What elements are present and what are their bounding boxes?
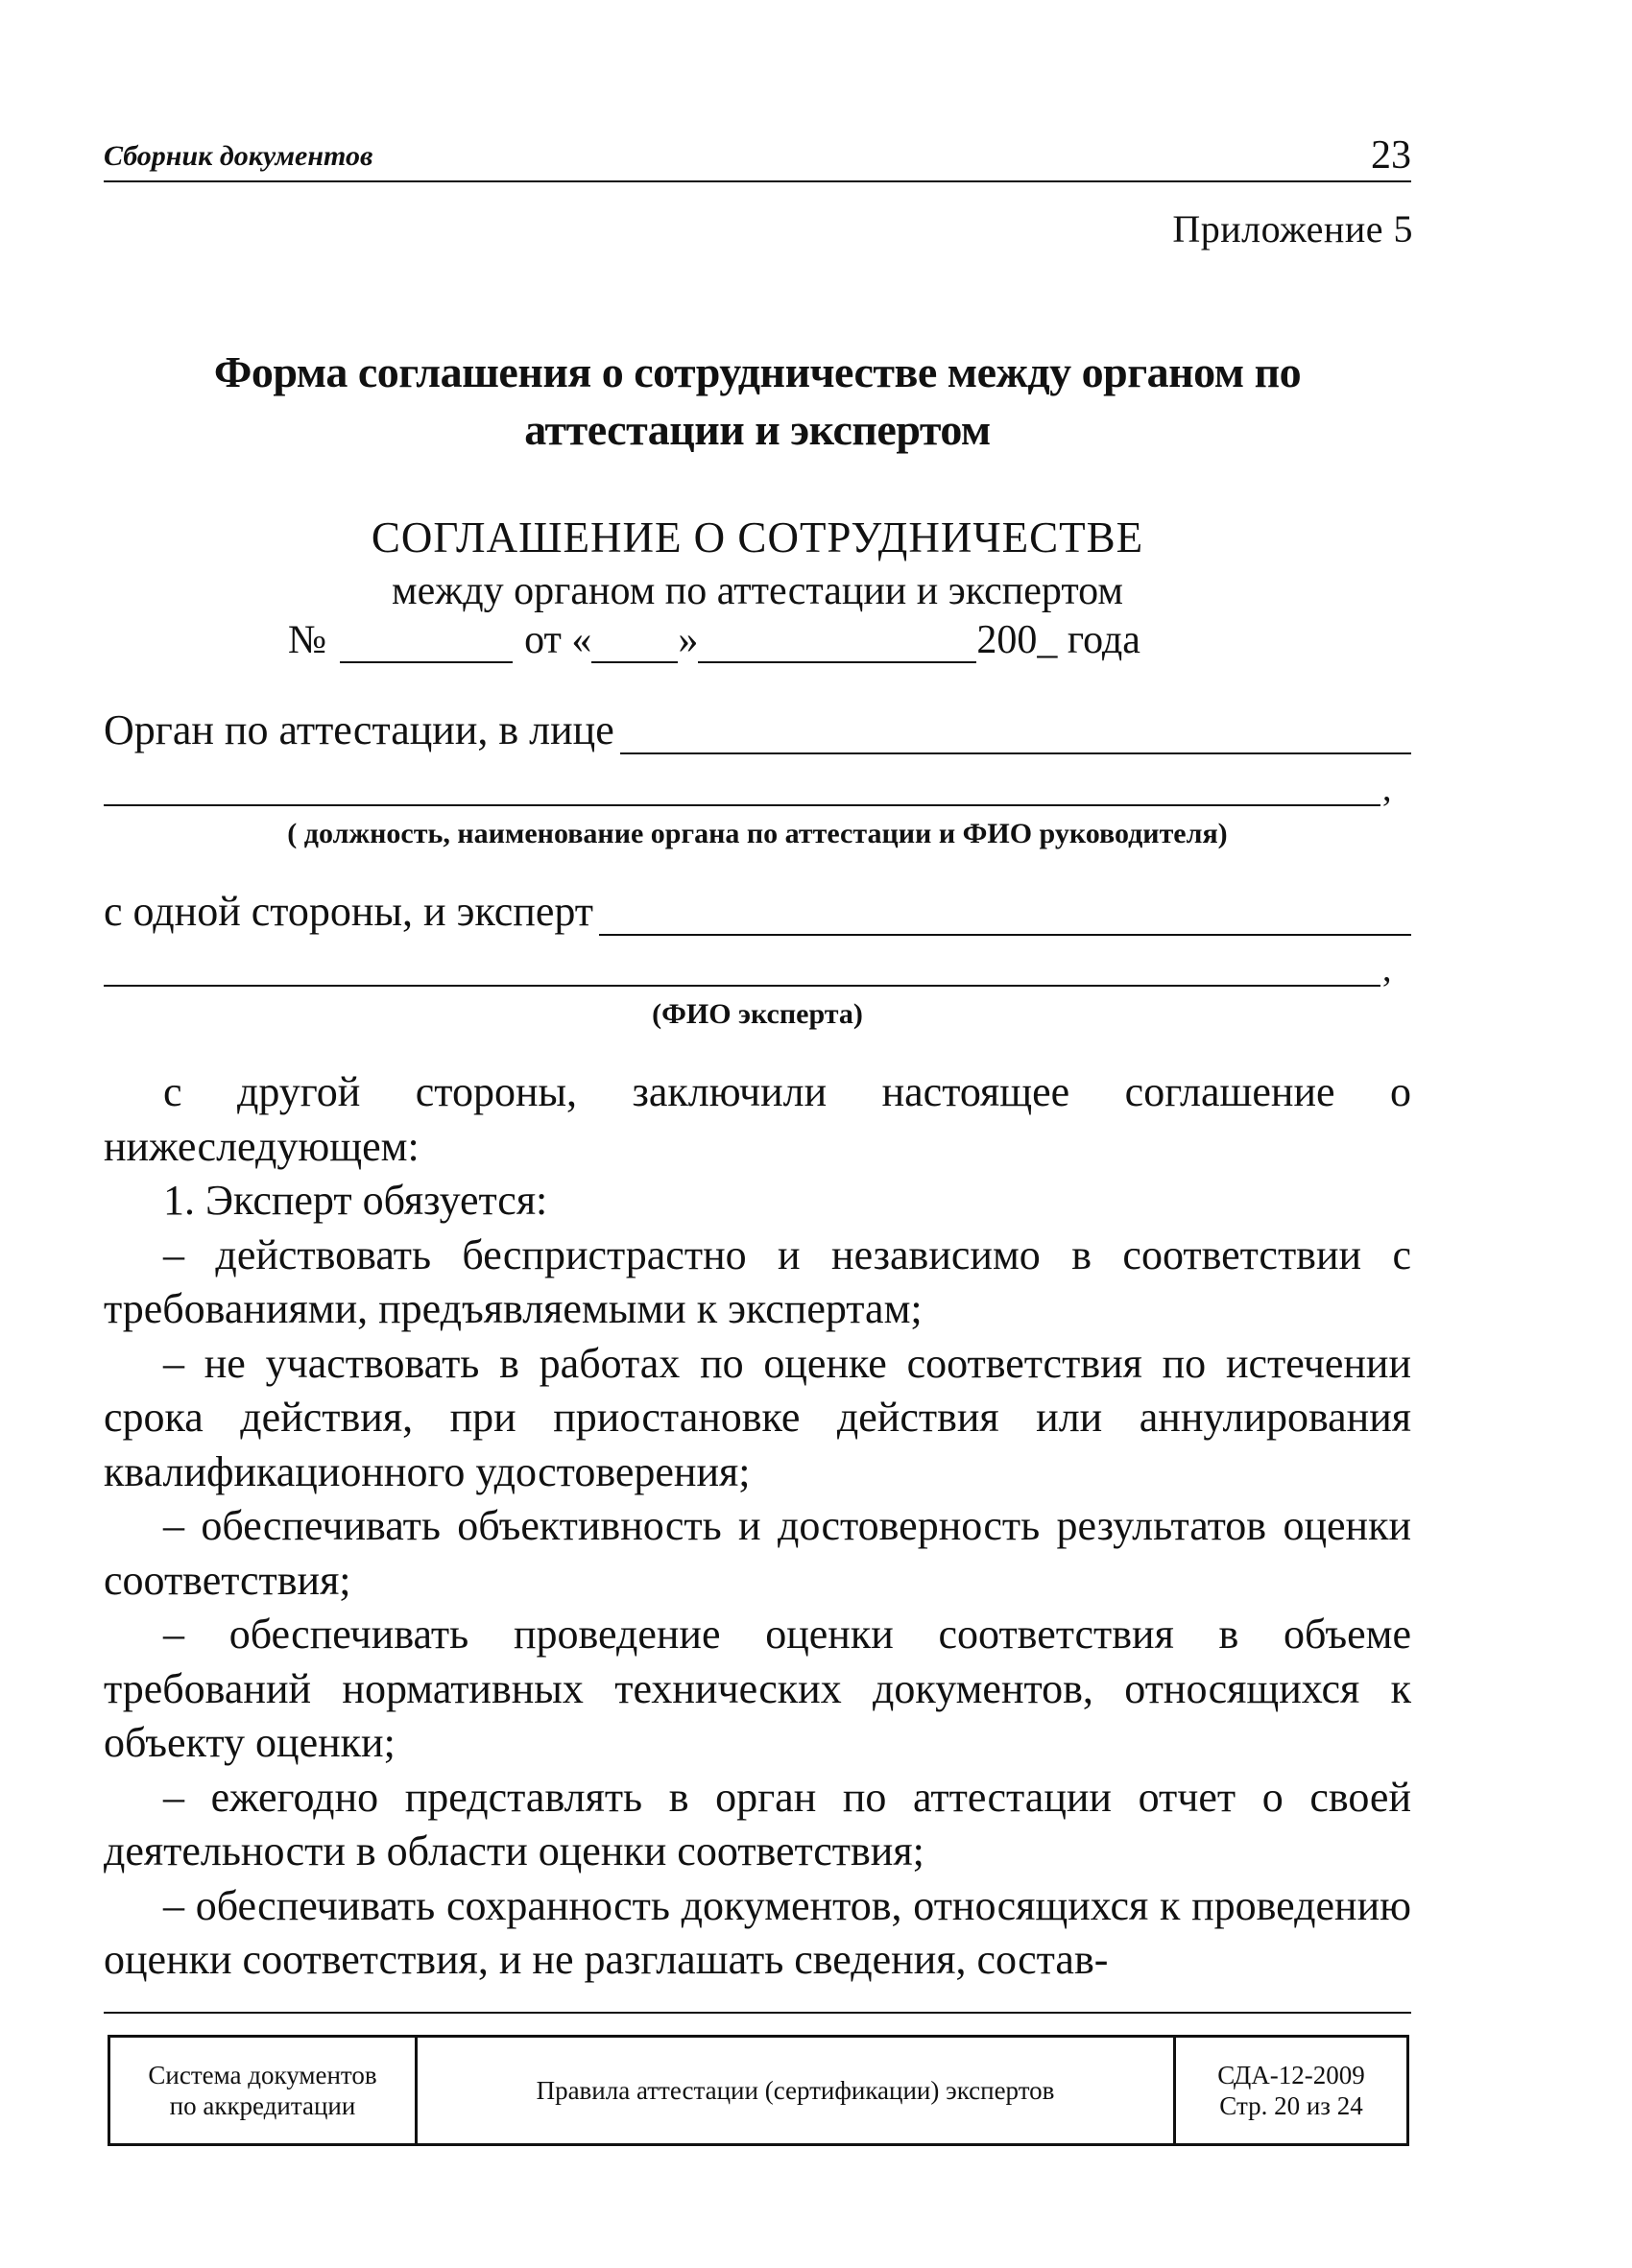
- agreement-body: [104, 1065, 1411, 1988]
- expert-caption: (ФИО эксперта): [652, 998, 863, 1030]
- form-title-line-2: аттестации и экспертом: [524, 405, 991, 454]
- expert-field-line-2[interactable]: [104, 985, 1380, 987]
- agreement-title: СОГЛАШЕНИЕ О СОТРУДНИЧЕСТВЕ: [371, 513, 1144, 561]
- footer-code-cell: [1176, 2038, 1406, 2143]
- agreement-subtitle: между органом по аттестации и экспертом: [392, 569, 1123, 613]
- from-word: от «: [524, 618, 592, 662]
- month-blank[interactable]: [698, 623, 976, 663]
- form-title: [104, 344, 1411, 459]
- quote-close: »: [678, 618, 699, 662]
- footer-system-line-2: по аккредитации: [169, 2091, 356, 2120]
- expert-label: с одной стороны, и эксперт: [104, 888, 593, 935]
- day-blank[interactable]: [591, 623, 678, 663]
- year-label: 200_ года: [976, 618, 1140, 662]
- clause-1-heading: 1. Эксперт обязуется:: [163, 1177, 548, 1224]
- running-header: [104, 132, 1411, 182]
- footer-rules-title: Правила аттестации (сертификации) экспертов: [536, 2076, 1055, 2105]
- attestation-body-field-line-2[interactable]: [104, 804, 1380, 806]
- attestation-body-field[interactable]: [620, 710, 1411, 754]
- running-title: Сборник документов: [104, 140, 373, 172]
- obligation-item: – обеспечивать объективность и достоверность результатов оценки соответствия;: [104, 1502, 1411, 1604]
- footer-rules-cell: [418, 2038, 1176, 2143]
- obligation-item: – ежегодно представлять в орган по аттестации отчет о своей деятельности в области оценки соответствия;: [104, 1773, 1411, 1874]
- obligation-item: – обеспечивать сохранность документов, относящихся к проведению оценки соответствия, и не разглашать сведения, состав-: [104, 1881, 1411, 1983]
- page-number: 23: [1371, 133, 1411, 178]
- comma-1: ,: [1382, 769, 1392, 809]
- obligation-item: – действовать беспристрастно и независимо в соответствии с требованиями, предъявляемыми к экспертам;: [104, 1230, 1411, 1332]
- footer-system-cell: [110, 2038, 418, 2143]
- intro-paragraph: с другой стороны, заключили настоящее соглашение о нижеследующем:: [104, 1068, 1411, 1170]
- comma-2: ,: [1382, 949, 1392, 990]
- appendix-label: Приложение 5: [1172, 207, 1413, 251]
- expert-field[interactable]: [599, 892, 1411, 936]
- obligation-item: – не участвовать в работах по оценке соответствия по истечении срока действия, при приостановке действия или аннулирования квалификационного удостоверения;: [104, 1339, 1411, 1495]
- footer-table: [108, 2035, 1409, 2146]
- attestation-body-row: [104, 705, 1411, 754]
- expert-row: [104, 887, 1411, 936]
- attestation-body-caption: ( должность, наименование органа по аттестации и ФИО руководителя): [287, 818, 1228, 849]
- form-title-line-1: Форма соглашения о сотрудничестве между органом по: [213, 347, 1302, 396]
- footer-page-info: Стр. 20 из 24: [1219, 2091, 1363, 2120]
- footer-system-line-1: Система документов: [148, 2061, 377, 2089]
- footer-divider: [104, 2012, 1411, 2014]
- agreement-number-line: [288, 617, 1140, 663]
- obligation-item: – обеспечивать проведение оценки соответствия в объеме требований нормативных технических документов, относящихся к объекту оценки;: [104, 1611, 1411, 1766]
- attestation-body-label: Орган по аттестации, в лице: [104, 706, 614, 753]
- agreement-number-blank[interactable]: [340, 623, 513, 663]
- footer-doc-code: СДА-12-2009: [1217, 2061, 1365, 2089]
- number-sign: №: [288, 618, 327, 662]
